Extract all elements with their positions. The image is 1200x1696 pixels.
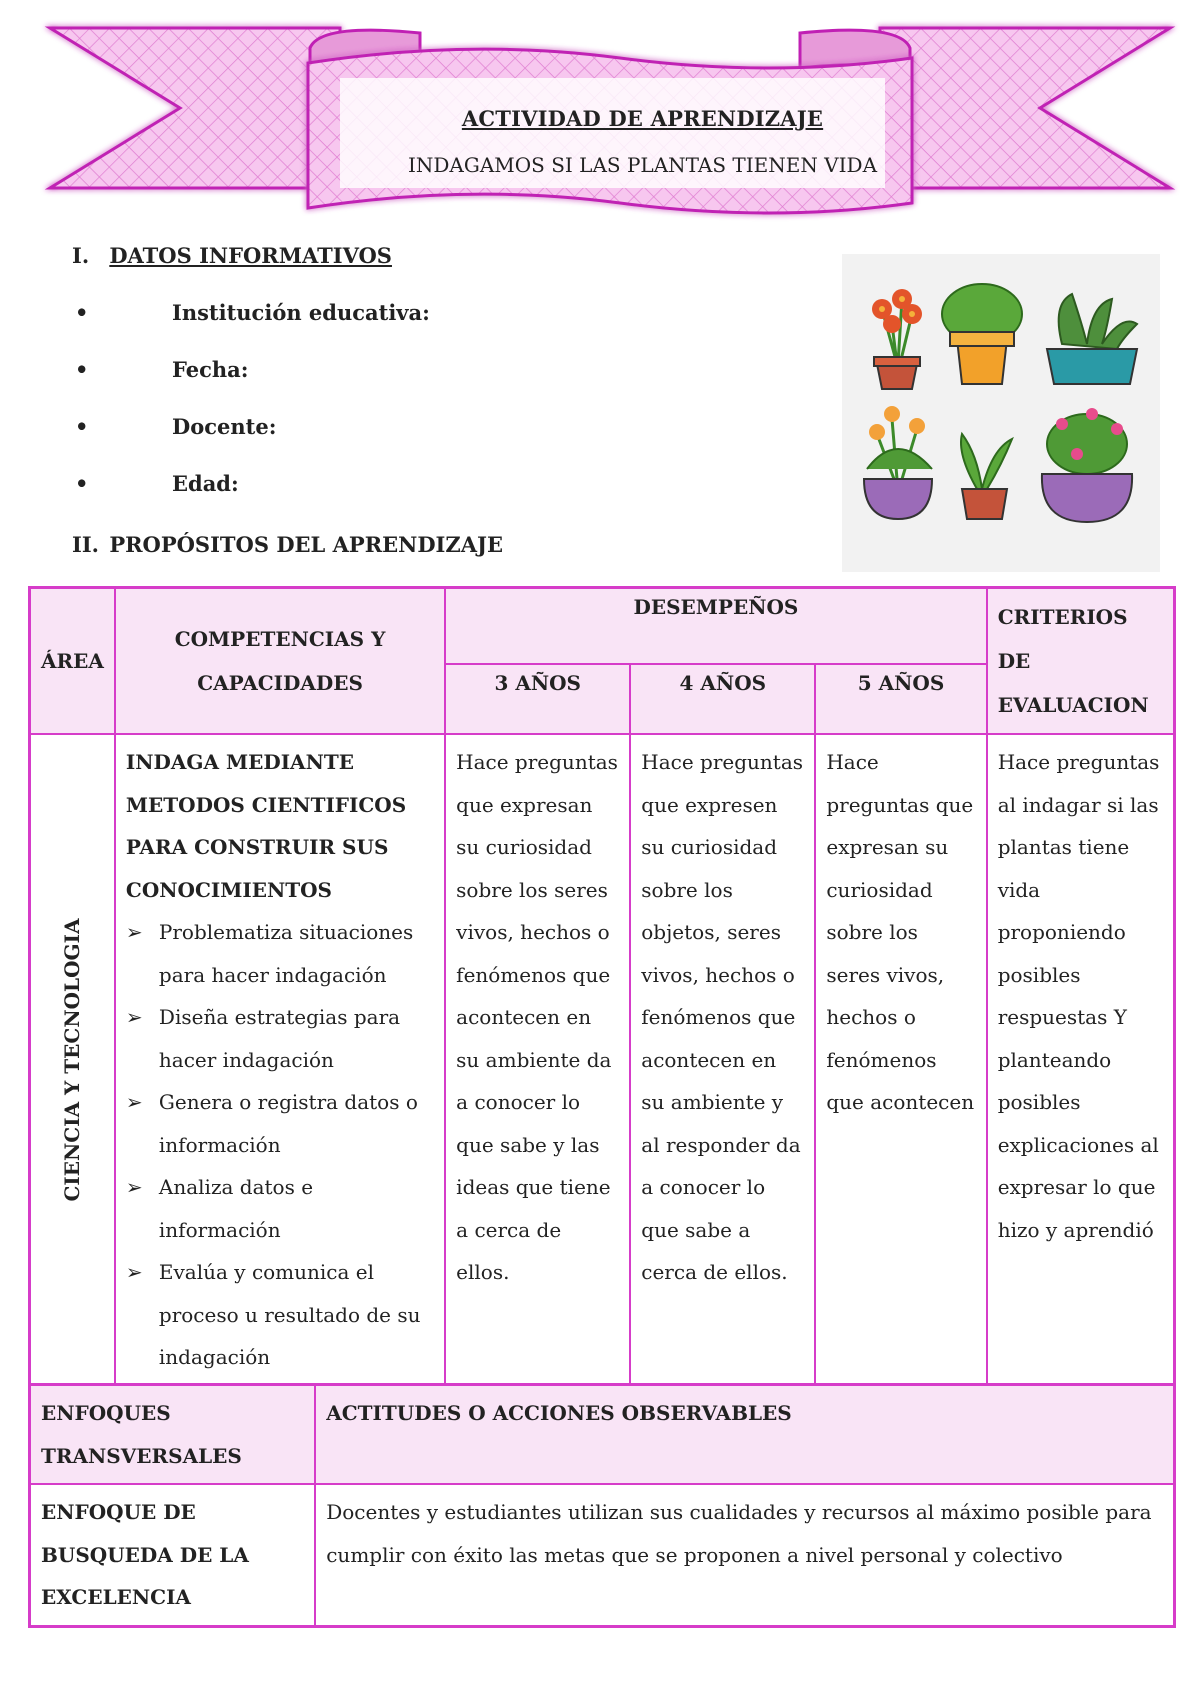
flower-pot-icon [864,406,932,519]
header-area: ÁREA [30,588,115,735]
desempeno-5-anos: Hace preguntas que expresan su curiosidad sobre los seres vivos, hechos o fenómenos que acontecen [815,734,986,1386]
field-docente [75,414,430,471]
capacidad-text: Genera o registra datos o información [158,1090,418,1157]
capacidad-text: Evalúa y comunica el proceso u resultado de su indagación [158,1260,421,1369]
bullet-icon: • [75,414,89,439]
criterio-evaluacion: Hace preguntas al indagar si las plantas tiene vida proponiendo posibles respuestas Y planteando posibles explicaciones al expresar lo que hizo y aprendió [987,734,1175,1386]
flower-pot-icon [872,289,922,389]
activity-title: ACTIVIDAD DE APRENDIZAJE [461,106,824,131]
arrow-bullet-icon: ➢ [125,1005,143,1029]
competencia-title: INDAGA MEDIANTE METODOS CIENTIFICOS PARA CONSTRUIR SUS CONOCIMIENTOS [125,750,407,902]
arrow-bullet-icon: ➢ [125,1260,143,1284]
capacidad-text: Analiza datos e información [158,1175,314,1242]
capacidad-item [126,1081,434,1166]
desempeno-3-anos: Hace preguntas que expresan su curiosidad sobre los seres vivos, hechos o fenómenos que acontecen en su ambiente da a conocer lo que sabe y las ideas que tiene a cerca de ellos. [445,734,630,1386]
flower-pot-icon [1047,294,1137,384]
section-number: I. [72,243,90,268]
info-fields-list [75,300,430,528]
field-institucion [75,300,430,357]
arrow-bullet-icon: ➢ [125,1090,143,1114]
capacidad-text: Problematiza situaciones para hacer indagación [158,920,414,987]
header-5-anos: 5 AÑOS [815,664,986,734]
competencias-cell [115,734,445,1386]
area-cell [30,734,115,1386]
section-title: PROPÓSITOS DEL APRENDIZAJE [109,532,503,557]
section-datos-informativos [72,243,392,268]
field-label: Institución educativa: [172,300,430,325]
actitud-cell: Docentes y estudiantes utilizan sus cualidades y recursos al máximo posible para cumplir con éxito las metas que se proponen a nivel personal y colectivo [315,1484,1174,1626]
section-title: DATOS INFORMATIVOS [109,243,392,268]
header-competencias: COMPETENCIAS Y CAPACIDADES [115,588,445,735]
flower-pot-icon [942,284,1022,384]
field-fecha [75,357,430,414]
flower-pot-icon [961,434,1012,519]
field-edad [75,471,430,528]
header-desempenos: DESEMPEÑOS [445,588,987,664]
header-4-anos: 4 AÑOS [630,664,815,734]
header-3-anos: 3 AÑOS [445,664,630,734]
propositos-table [28,586,1176,1388]
bullet-icon: • [75,471,89,496]
section-propositos [72,532,503,557]
arrow-bullet-icon: ➢ [125,920,143,944]
field-label: Edad: [172,471,239,496]
bullet-icon: • [75,357,89,382]
capacidad-item [126,911,434,996]
section-number: II. [72,532,99,557]
enfoques-table [28,1383,1176,1628]
plant-pots-icon [842,254,1160,572]
capacidad-item [126,1251,434,1379]
header-enfoques: ENFOQUES TRANSVERSALES [30,1385,316,1485]
capacidad-text: Diseña estrategias para hacer indagación [158,1005,401,1072]
header-actitudes: ACTITUDES O ACCIONES OBSERVABLES [315,1385,1174,1485]
capacidad-item [126,996,434,1081]
capacidad-item [126,1166,434,1251]
enfoque-cell: ENFOQUE DE BUSQUEDA DE LA EXCELENCIA [30,1484,316,1626]
field-label: Docente: [172,414,277,439]
desempeno-4-anos: Hace preguntas que expresen su curiosidad sobre los objetos, seres vivos, hechos o fenómenos que acontecen en su ambiente y al responder da a conocer lo que sabe a cerca de ellos. [630,734,815,1386]
area-label: CIENCIA Y TECNOLOGIA [60,918,85,1202]
field-label: Fecha: [172,357,249,382]
arrow-bullet-icon: ➢ [125,1175,143,1199]
activity-subtitle: INDAGAMOS SI LAS PLANTAS TIENEN VIDA [407,153,878,177]
header-criterios: CRITERIOS DE EVALUACION [987,588,1175,735]
bullet-icon: • [75,300,89,325]
potted-plants-image [842,254,1160,572]
title-banner [40,18,1180,233]
flower-pot-icon [1042,408,1132,522]
